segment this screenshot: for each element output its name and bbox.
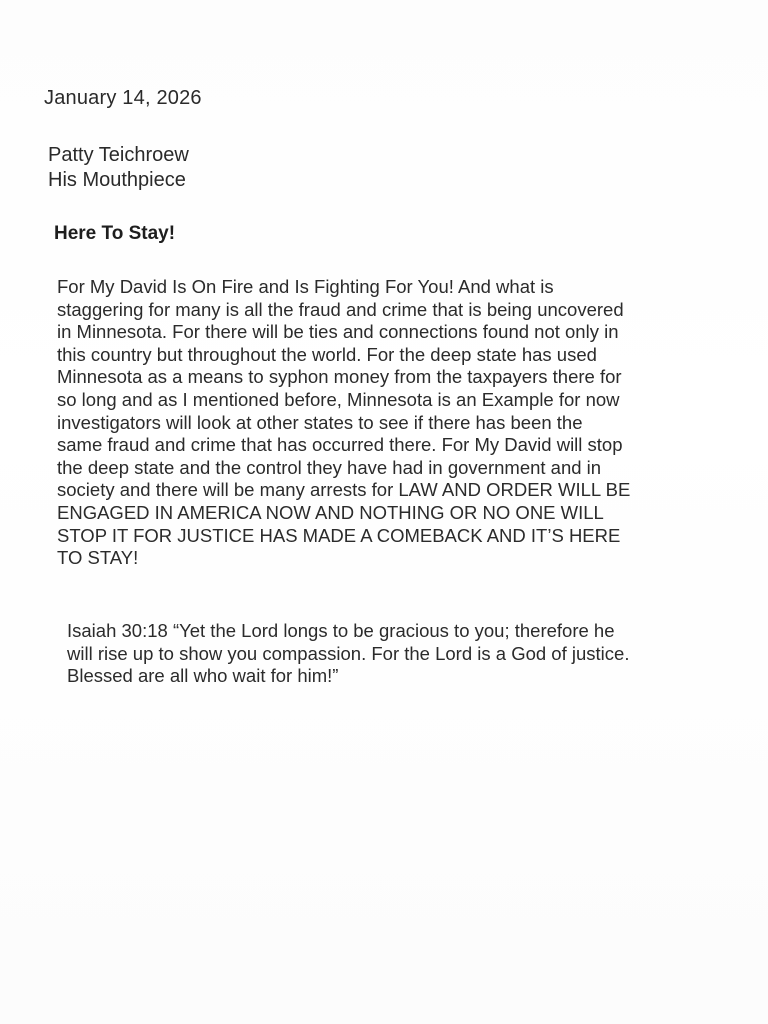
body-line: same fraud and crime that has occurred there. For My David will stop [57,434,623,456]
verse-line: Isaiah 30:18 “Yet the Lord longs to be gracious to you; therefore he [67,620,615,641]
body-line: the deep state and the control they have had in government and in [57,456,602,478]
author-block [48,143,189,193]
body-line: TO STAY! [57,547,139,569]
scripture-quote [67,620,747,688]
body-line: ENGAGED IN AMERICA NOW AND NOTHING OR NO ONE WILL [57,501,604,523]
body-line: staggering for many is all the fraud and crime that is being uncovered [57,298,624,320]
verse-line: Blessed are all who wait for him!” [67,665,339,687]
author-role: His Mouthpiece [48,169,186,191]
body-line: society and there will be many arrests for LAW AND ORDER WILL BE [57,479,631,501]
body-line: For My David Is On Fire and Is Fighting For You! And what is [57,276,554,297]
author-name: Patty Teichroew [48,144,189,166]
body-line: this country but throughout the world. For the deep state has used [57,343,597,365]
body-line: so long and as I mentioned before, Minnesota is an Example for now [57,388,620,410]
body-line: in Minnesota. For there will be ties and connections found not only in [57,321,619,343]
body-line: Minnesota as a means to syphon money from the taxpayers there for [57,366,622,388]
verse-line: will rise up to show you compassion. For the Lord is a God of justice. [67,642,630,664]
letter-date: January 14, 2026 [44,87,202,109]
letter-title: Here To Stay! [54,223,176,244]
body-line: STOP IT FOR JUSTICE HAS MADE A COMEBACK AND IT’S HERE [57,524,621,546]
letter-body [57,276,747,570]
body-line: investigators will look at other states to see if there has been the [57,411,583,433]
